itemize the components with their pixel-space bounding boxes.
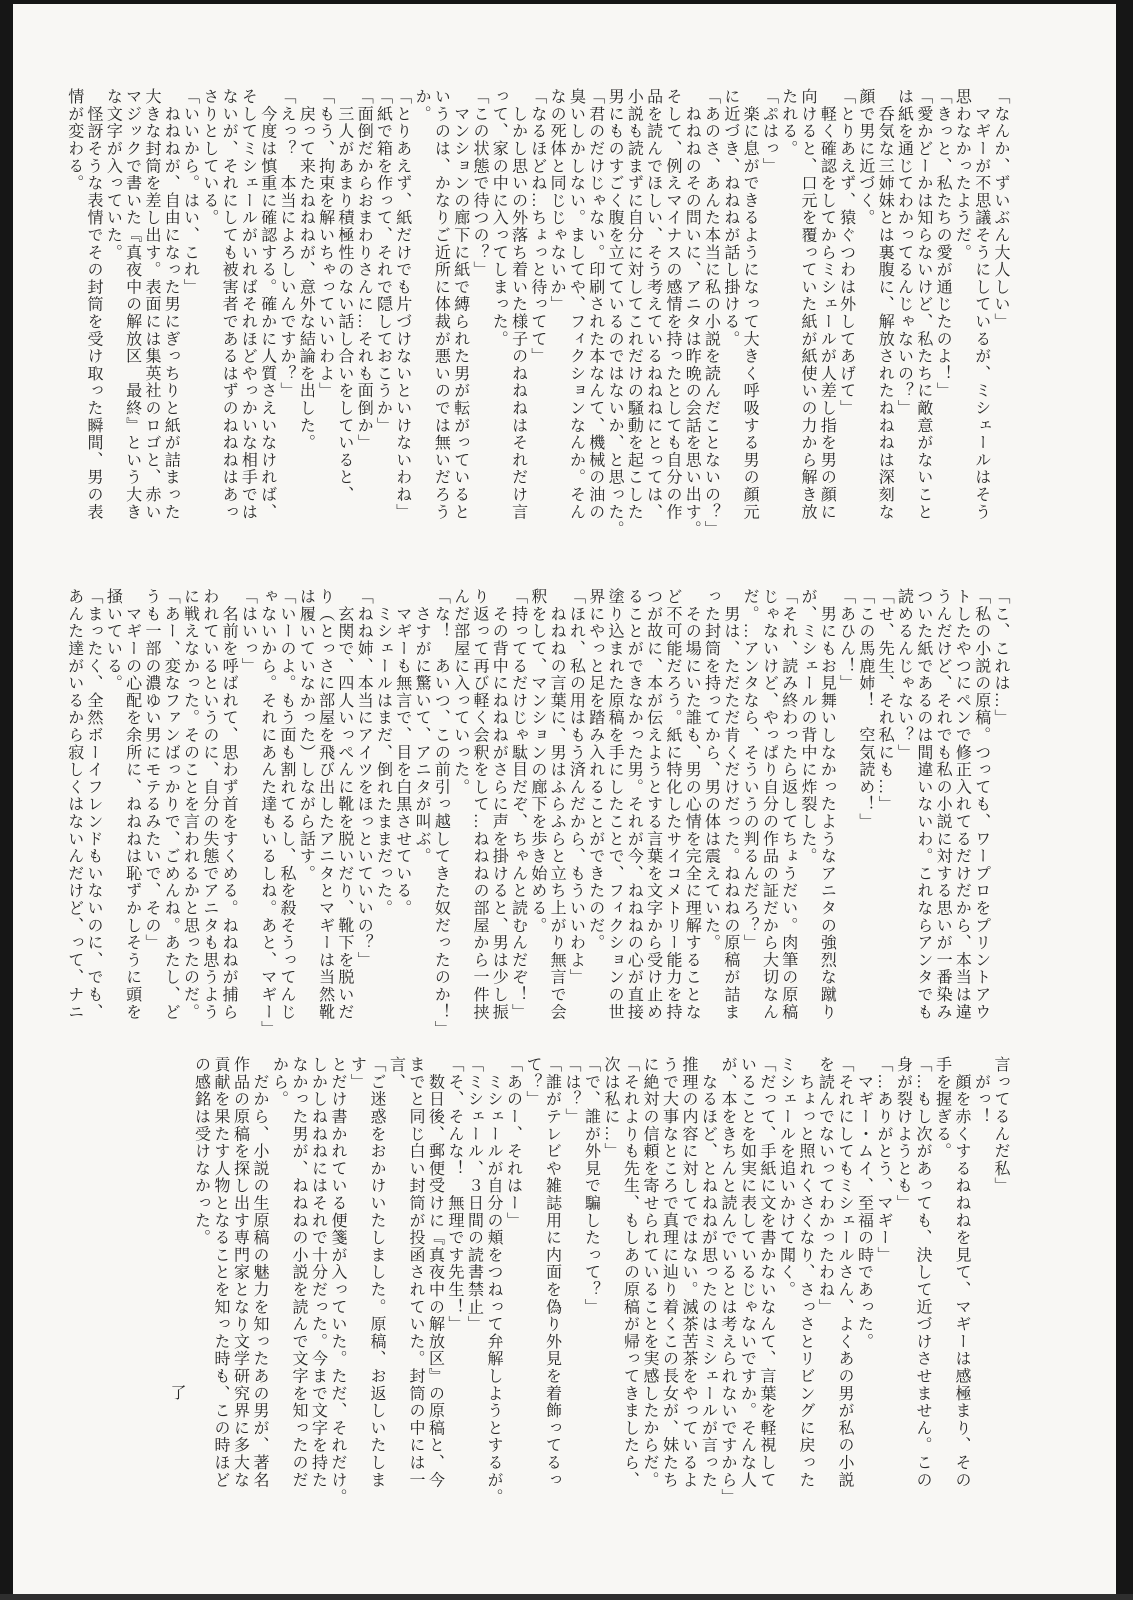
text-column: 玄関で、四人いっぺんに靴を脱いだり、靴下を脱いだ bbox=[335, 588, 353, 1021]
text-column: 「いいから。はい、これ」 bbox=[181, 88, 199, 296]
text-column: 顔を赤くするねねねを見て、マギーは感極まり、その bbox=[953, 1056, 970, 1489]
text-column: 「きっと、私たちの愛が通じたのよ！」 bbox=[934, 88, 952, 400]
text-column: 小説も読まずに自分に対してこれだけの騒動を起こした bbox=[625, 88, 643, 521]
text-column: 「この馬鹿姉！ 空気読め！」 bbox=[856, 588, 874, 831]
text-column: 軽く確認をしてからミシェールが人差し指を男の顔に bbox=[818, 88, 836, 521]
text-column: 「なんか、ずいぶん大人しい」 bbox=[992, 88, 1009, 331]
text-column: 読めるんじゃない？」 bbox=[895, 588, 913, 761]
text-column: がっ！ bbox=[972, 1056, 990, 1126]
text-column: ちょっと照れくさくなり、さっさとリビングに戻った bbox=[797, 1056, 814, 1489]
text-column: なの死体と同じじゃないか」 bbox=[548, 88, 566, 313]
text-column: が、ミシェールの背中に炸裂した。 bbox=[799, 588, 817, 865]
text-column: たれる。 bbox=[779, 88, 797, 158]
text-column: 「だって、手紙に文を書かないなんて、言葉を軽視して bbox=[758, 1056, 775, 1489]
text-column: 「君のだけじゃない。印刷された本なんて、機械の油の bbox=[586, 88, 604, 521]
text-column: に近づき、ねねねが話し掛ける。 bbox=[721, 88, 739, 348]
text-column: しかしねねねにはそれで十分だった。今まで文字を持た bbox=[309, 1056, 327, 1489]
text-column: 男にものすごく腹を立てているのではないか、と思った。 bbox=[606, 88, 624, 538]
text-column: った封筒を持ってから、男の体は震えていた。 bbox=[702, 588, 720, 952]
text-column: なかった男が、ねねねの小説を読んで文字を知ったのだ bbox=[290, 1056, 307, 1489]
text-column: 数日後、郵便受けに『真夜中の解放区』の原稿と、今 bbox=[426, 1056, 444, 1489]
text-column: 「いーのよ。もう面も割れてるし、私を殺そうってんじ bbox=[278, 588, 296, 1021]
text-column: さりとしている。 bbox=[200, 88, 218, 227]
text-column: マギーも無言で、目を白黒させている。 bbox=[393, 588, 411, 917]
text-column: 「ご迷惑をおかけいたしました。原稿、お返しいたしま bbox=[368, 1056, 385, 1489]
text-column: な文字が入っていた。 bbox=[104, 88, 122, 261]
text-column: 男は、ただただ肯くだけだった。ねねねの原稿が詰ま bbox=[721, 588, 739, 1021]
text-column: 「もう、拘束を解いちゃっていいわよ」 bbox=[316, 88, 334, 400]
text-column: 名前を呼ばれて、思わず首をすくめる。ねねねが捕ら bbox=[220, 588, 238, 1021]
text-column: 「それにしてもミシェールさん、よくあの男が私の小説 bbox=[836, 1056, 853, 1489]
text-column: 言、 bbox=[387, 1056, 405, 1091]
text-column: トしたやつにペンで修正入れてるだけだから、本当は違 bbox=[953, 588, 971, 1021]
text-column: 「せ、先生、それ私にも…」 bbox=[876, 588, 894, 813]
text-column: 「それよりも先生、もしあの原稿が帰ってきましたら、 bbox=[621, 1056, 639, 1489]
text-column: が、本をきちんと読んでいるとは考えられないですから」 bbox=[719, 1056, 736, 1506]
text-column: 「は？」 bbox=[563, 1056, 580, 1126]
text-column: り返って再び軽く会釈をして…ねねねの部屋から一件挟 bbox=[470, 588, 488, 1021]
text-column: マギーの心配を余所に、ねねねは恥ずかしそうに頭を bbox=[123, 588, 141, 1021]
text-column: ねねねのその問いに、アニタは昨晩の会話を思い出す。 bbox=[683, 88, 701, 538]
text-column: を読んでないってわかったわね」 bbox=[816, 1056, 834, 1316]
text-column: 男にもお見舞いしなかったようなアニタの強烈な蹴り bbox=[818, 588, 836, 1021]
text-column: 「ミシェール、３日間の読書禁止」 bbox=[465, 1056, 483, 1333]
text-column: って、家の中に入ってしまった。 bbox=[490, 88, 508, 348]
text-column: 界にやっと足を踏み入れることができたのだ。 bbox=[586, 588, 604, 952]
text-column: いることを如実に表しているじゃないですか。そんな人 bbox=[738, 1056, 756, 1489]
text-column: その背中にねねねがさらに声を掛けると、男は少し振 bbox=[490, 588, 508, 1021]
text-column: までと同じ白い封筒が投函されていた。封筒の中には一 bbox=[407, 1056, 424, 1489]
text-column: 「この状態で待つの？」 bbox=[470, 88, 488, 279]
page-edge-right bbox=[1116, 0, 1133, 1600]
page-edge-bottom bbox=[0, 1594, 1133, 1600]
text-column: り（とっさに部屋を飛び出したアニタとマギーは当然靴 bbox=[316, 588, 334, 1021]
text-column: だ。…アンタなら、そういうの判るんだろ？」 bbox=[741, 588, 759, 952]
text-column: から。 bbox=[270, 1056, 288, 1108]
text-column: 「なるほどね…ちょっと待ってて」 bbox=[528, 88, 546, 365]
text-block-top bbox=[64, 88, 1010, 546]
text-column: 呑気な三姉妹とは裏腹に、解放されたねねねは深刻な bbox=[876, 88, 894, 521]
text-column: われているというのに、自分の失態でアニタも思うよう bbox=[200, 588, 218, 1021]
text-column: 「とりあえず、紙だけでも片づけないといけないわね」 bbox=[393, 88, 411, 521]
text-column: 「はいっ」 bbox=[239, 588, 257, 675]
text-column: 手を握ぎる。 bbox=[933, 1056, 951, 1160]
text-column: ついた紙であるのは間違いないわ。これならアンタでも bbox=[914, 588, 932, 1021]
text-column: そして、例えマイナスの感情を持ったとしても自分の作 bbox=[663, 88, 681, 521]
text-column: 「で、誰が外見で騙したって？」 bbox=[582, 1056, 600, 1316]
text-column: 塗り込まれた原稿を手にしたことで、フィクションの世 bbox=[606, 588, 624, 1021]
page-edge-top bbox=[0, 0, 1133, 4]
text-column: か。 bbox=[413, 88, 431, 123]
text-column: 楽に息ができるようになって大きく呼吸する男の顔元 bbox=[741, 88, 759, 521]
text-column: さすがに驚いて、アニタが叫ぶ。 bbox=[413, 588, 431, 865]
text-column: とだけ書かれている便箋が入っていた。ただ、それだけ。 bbox=[329, 1056, 346, 1506]
text-column: ミシェールが自分の頬をつねって弁解しようとするが。 bbox=[485, 1056, 502, 1506]
text-column: だから、小説の生原稿の魅力を知ったあの男が、著名 bbox=[251, 1056, 268, 1489]
text-column: 釈をして、マンションの廊下を歩き始める。 bbox=[528, 588, 546, 934]
text-column: ねねねの言葉に、男はふらふらと立ち上がり無言で会 bbox=[548, 588, 566, 1021]
text-column: 「こ、これは…」 bbox=[992, 588, 1009, 727]
text-column: 「ほれ、私の用はもう済んだから、もういいわよ」 bbox=[567, 588, 585, 986]
text-column: 情が変わる。 bbox=[65, 88, 83, 192]
text-column: 「とりあえず、猿ぐつわは外してあげて」 bbox=[837, 88, 855, 417]
text-column: 「あー、変なファンばっかりで、ごめんね。あたし、ど bbox=[162, 588, 180, 1021]
text-column: じゃないけど、やっぱり自分の作品の証だから大切なん bbox=[760, 588, 778, 1021]
text-column: ることができなかった男。それが今、ねねねの心が直接 bbox=[625, 588, 643, 1021]
text-column: その場にいた誰も、男の心情を完全に理解することな bbox=[683, 588, 701, 1021]
text-column: 「えっ？ 本当によろしいんですか？」 bbox=[278, 88, 296, 400]
text-column: ミシェールを追いかけて聞く。 bbox=[777, 1056, 795, 1299]
text-column: に絶対の信頼を寄せられていることを実感したからだ。 bbox=[641, 1056, 658, 1489]
text-column: んだ部屋に入っていった。 bbox=[451, 588, 469, 796]
text-column: 「愛かどーかは知らないけど、私たちに敵意がないこと bbox=[914, 88, 932, 521]
text-column: うも一部の濃ゆい男にモテるみたいで、その」 bbox=[142, 588, 160, 952]
text-column: うんだけど、それでも私の小説に対する思いが一番染み bbox=[934, 588, 952, 1021]
text-column: 「持ってるだけじゃ駄目だぞ、ちゃんと読むんだぞ！」 bbox=[509, 588, 527, 1021]
text-column: マギーが不思議そうにしているが、ミシェールはそう bbox=[972, 88, 990, 521]
text-column: 貢献を果たす人物となることを知った時も、この時ほど bbox=[212, 1056, 229, 1489]
text-block-bottom bbox=[190, 1056, 1010, 1510]
text-column: 「ねね姉、本当にアイツをほっといていいの？」 bbox=[355, 588, 373, 969]
text-column: 「あのさ、あんた本当に私の小説を読んだことないの？」 bbox=[702, 88, 720, 538]
text-column: 向けると、口元を覆っていた紙が紙使いの力から解き放 bbox=[799, 88, 817, 521]
text-column: ねねねが、自由になった男にぎっちりと紙が詰まった bbox=[162, 88, 180, 521]
text-column: 身が裂けようとも」 bbox=[894, 1056, 912, 1212]
text-column: 怪訝そうな表情でその封筒を受け取った瞬間、男の表 bbox=[85, 88, 103, 521]
text-column: しかし思いの外落ち着いた様子のねねねはそれだけ言 bbox=[509, 88, 527, 521]
text-column: 三人があまり積極性のない話し合いをしていると、 bbox=[335, 88, 353, 504]
text-column: の感銘は受けなかった。 bbox=[192, 1056, 210, 1247]
text-column: 「ぷはっ」 bbox=[760, 88, 778, 175]
text-column: す」 bbox=[348, 1056, 366, 1091]
text-column: 「な！ あいつ、この前引っ越してきた奴だったのか！」 bbox=[432, 588, 450, 1038]
text-column: 次は私に…」 bbox=[602, 1056, 619, 1160]
text-column: そしてミシェールがいればそれほどやっかいな相手では bbox=[239, 88, 257, 521]
text-block-middle bbox=[64, 588, 1010, 1044]
end-mark: 了 bbox=[168, 1384, 185, 1400]
text-column: は履いていなかった）しながら話す。 bbox=[297, 588, 315, 883]
text-column: なるほど、とねねねが思ったのはミシェールが言った bbox=[699, 1056, 717, 1489]
text-column: に戦えなかった。そのことを言われるかと思ったのだ。 bbox=[181, 588, 199, 1021]
text-column: 「まったく、全然ボーイフレンドもいないのに、でも、 bbox=[85, 588, 103, 1021]
text-column: 「…もし次があっても、決して近づけさせません。この bbox=[914, 1056, 931, 1489]
text-column: マンションの廊下に紙で縛られた男が転がっていると bbox=[451, 88, 469, 521]
text-column: マギー・ムイ、至福の時であった。 bbox=[855, 1056, 873, 1351]
text-column: ミシェールはまだ、倒れたままだった。 bbox=[374, 588, 392, 917]
text-column: 思わなかったようだ。 bbox=[953, 88, 971, 261]
text-column: 顔で男に近づく。 bbox=[856, 88, 874, 227]
text-column: 戻って来たねねねが、意外な結論を出した。 bbox=[297, 88, 315, 452]
text-column: 「…ありがとう、マギー」 bbox=[875, 1056, 892, 1264]
text-column: 「紙で箱を作って、それで隠しておこうか」 bbox=[374, 88, 392, 434]
text-column: 今度は慎重に確認する。確かに人質さえいなければ、 bbox=[258, 88, 276, 521]
text-column: つが故に、本が伝えようとする言葉を文字から受け止め bbox=[644, 588, 662, 1021]
text-column: 「あひん！」 bbox=[837, 588, 855, 692]
text-column: 品を読んでほしい、そう考えているねねねにとっては、 bbox=[644, 88, 662, 521]
text-column: 「そ、そんな！ 無理です先生！」 bbox=[446, 1056, 463, 1333]
text-column: 「面倒だからおまわりさんに…それも面倒か」 bbox=[355, 88, 373, 452]
text-column: は紙を通じてわかってるんじゃないの？」 bbox=[895, 88, 913, 417]
text-column: 言ってるんだ私」 bbox=[992, 1056, 1009, 1195]
text-column: ど不可能だろう。紙に特化したサイコメトリー能力を持 bbox=[663, 588, 681, 1021]
text-column: うで大事なところで真理に辿り着くこの長女が、妹たち bbox=[660, 1056, 678, 1489]
text-column: 「あのー、それはー」 bbox=[504, 1056, 522, 1229]
text-column: 作品の原稿を探し出す専門家となり文学研究界に多大な bbox=[231, 1056, 249, 1489]
text-column: 「誰がテレビや雑誌用に内面を偽り外見を着飾ってるっ bbox=[543, 1056, 561, 1489]
text-column: 大きな封筒を差し出す。表面には集英社のロゴと、赤い bbox=[142, 88, 160, 521]
text-column: 臭いしかしない。ましてや、フィクションなんか。そん bbox=[567, 88, 585, 521]
text-column: マジックで書いた『真夜中の解放区 最終』という大き bbox=[123, 88, 141, 521]
page-edge-left bbox=[0, 0, 13, 1600]
text-column: 掻いている。 bbox=[104, 588, 122, 692]
text-column: 「私の小説の原稿。つっても、ワープロをプリントアウ bbox=[972, 588, 990, 1021]
text-column: ゃないから。それにあんた達もいるしね。あと、マギー」 bbox=[258, 588, 276, 1038]
text-column: いうのは、かなりご近所に体裁が悪いのでは無いだろう bbox=[432, 88, 450, 521]
text-column: 推理の内容に対してではない。滅茶苦茶をやっているよ bbox=[680, 1056, 697, 1489]
text-column: 「それ、読み終わったら返してちょうだい。肉筆の原稿 bbox=[779, 588, 797, 1021]
text-column: て？」 bbox=[524, 1056, 541, 1108]
text-column: ないが、それにしても被害者であるはずのねねねはあっ bbox=[220, 88, 238, 521]
text-column: あんた達がいるから寂しくはないんだけど、って、ナニ bbox=[65, 588, 83, 1021]
